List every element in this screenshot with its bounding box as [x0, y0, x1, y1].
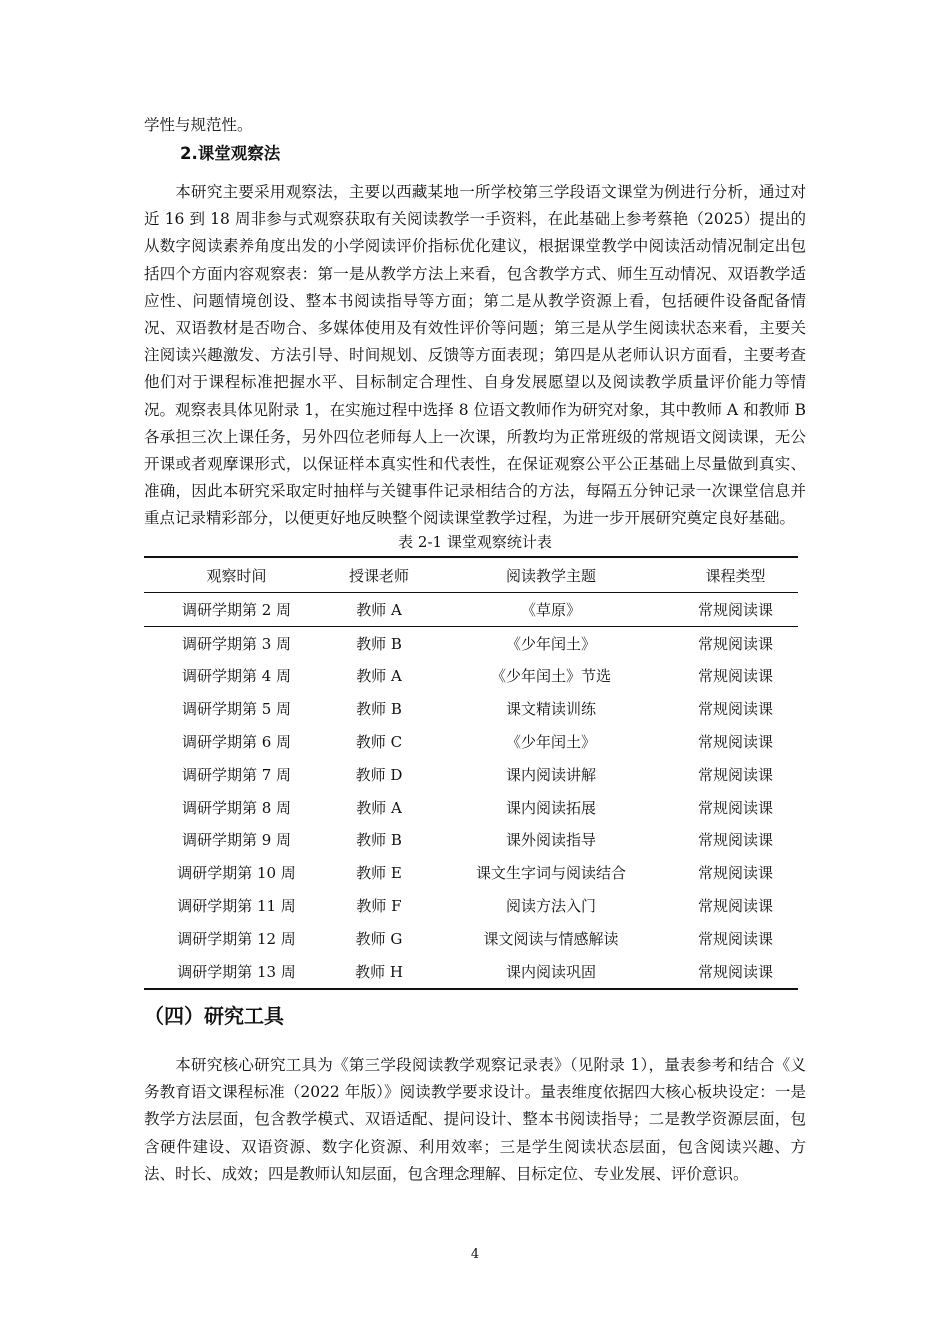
table-cell: 调研学期第 11 周 — [177, 897, 296, 916]
table-cell: 调研学期第 5 周 — [181, 700, 292, 719]
paragraph-text: 本研究主要采用观察法，主要以西藏某地一所学校第三学段语文课堂为例进行分析，通过对近 16 到 18 周非参与式观察获取有关阅读教学一手资料，在此基础上参考蔡艳（2025）提出的从数字阅读素养角度出发的小学阅读评价指标优化建议，根据课堂教学中阅读活动情况制定出包括四个方面内容观察表：第一是从教学方法上来看，包含教学方式、师生互动情况、双语教学适应性、问题情境创设、整本书阅读指导等方面；第二是从教学资源上看，包括硬件设备配备情况、双语教材是否吻合、多媒体使用及有效性评价等问题；第三是从学生阅读状态来看，主要关注阅读兴趣激发、方法引导、时间规划、反馈等方面表现；第四是从老师认识方面看，主要考查他们对于课程标准把握水平、目标制定合理性、自身发展愿望以及阅读教学质量评价能力等情况。观察表具体见附录 1，在实施过程中选择 8 位语文教师作为研究对象，其中教师 A 和教师 B 各承担三次上课任务，另外四位老师每人上一次课，所教均为正常班级的常规语文阅读课，无公开课或者观摩课形式，以保证样本真实性和代表性，在保证观察公平公正基础上尽量做到真实、准确，因此本研究采取定时抽样与关键事件记录相结合的方法，每隔五分钟记录一次课堂信息并重点记录精彩部分，以便更好地反映整个阅读课堂教学过程，为进一步开展研究奠定良好基础。 — [144, 183, 806, 528]
table-cell: 常规阅读课 — [697, 667, 773, 686]
table-cell: 常规阅读课 — [697, 929, 773, 948]
table-cell: 调研学期第 12 周 — [177, 929, 296, 948]
table-cell: 《草原》 — [520, 600, 581, 619]
table-row — [144, 791, 798, 824]
table-cell: 教师 A — [356, 798, 402, 817]
table-cell: 教师 C — [355, 733, 403, 752]
table-cell: 《少年闰土》 — [505, 634, 596, 653]
table-cell: 调研学期第 2 周 — [181, 600, 292, 619]
table-cell: 教师 G — [355, 929, 403, 948]
table-cell: 常规阅读课 — [697, 962, 773, 981]
header-cell: 课程类型 — [705, 566, 766, 585]
table-cell: 常规阅读课 — [697, 600, 773, 619]
table-cell: 教师 H — [355, 962, 403, 981]
paragraph-text: 本研究核心研究工具为《第三学段阅读教学观察记录表》（见附录 1），量表参考和结合《义务教育语文课程标准（2022 年版）》阅读教学要求设计。量表维度依据四大核心板块设定：一是教学方法层面，包含教学模式、双语适配、提问设计、整本书阅读指导；二是教学资源层面，包含硬件建设、双语资源、数字化资源、利用效率；三是学生阅读状态层面，包含阅读兴趣、方法、时长、成效；四是教师认知层面，包含理念理解、目标定位、专业发展、评价意识。 — [144, 1056, 806, 1183]
table-cell: 调研学期第 4 周 — [181, 667, 292, 686]
table-cell: 《少年闰土》 — [505, 733, 596, 752]
table-row — [144, 955, 798, 989]
table-cell: 调研学期第 13 周 — [177, 962, 296, 981]
table-cell: 常规阅读课 — [697, 864, 773, 883]
table-cell: 常规阅读课 — [697, 700, 773, 719]
table-cell: 常规阅读课 — [697, 831, 773, 850]
table-cell: 教师 D — [355, 765, 403, 784]
header-cell: 阅读教学主题 — [505, 566, 596, 585]
header-cell: 观察时间 — [206, 566, 267, 585]
table-row — [144, 660, 798, 693]
table-cell: 教师 E — [356, 864, 402, 883]
table-cell: 调研学期第 8 周 — [181, 798, 292, 817]
table-cell: 阅读方法入门 — [505, 897, 596, 916]
table-cell: 常规阅读课 — [697, 733, 773, 752]
table-cell: 调研学期第 3 周 — [181, 634, 292, 653]
table-cell: 调研学期第 6 周 — [181, 733, 292, 752]
table-cell: 常规阅读课 — [697, 634, 773, 653]
subsection-heading: （四）研究工具 — [144, 1004, 284, 1028]
table-row — [144, 725, 798, 758]
continued-text: 学性与规范性。 — [144, 116, 253, 134]
table-cell: 调研学期第 9 周 — [181, 831, 292, 850]
table-row — [144, 626, 798, 659]
observation-table — [144, 556, 798, 990]
table-cell: 教师 B — [356, 634, 402, 653]
table-cell: 课内阅读拓展 — [505, 798, 596, 817]
table-cell: 常规阅读课 — [697, 798, 773, 817]
table-row — [144, 692, 798, 725]
table-cell: 课外阅读指导 — [505, 831, 596, 850]
table-cell: 教师 B — [356, 831, 402, 850]
table-row — [144, 824, 798, 857]
table-cell: 常规阅读课 — [697, 765, 773, 784]
body-paragraph-tools — [144, 1052, 806, 1188]
table-row — [144, 758, 798, 791]
page-number: 4 — [470, 1247, 480, 1262]
section-heading: 2.课堂观察法 — [180, 144, 281, 163]
table-cell: 调研学期第 7 周 — [181, 765, 292, 784]
table-caption: 表 2-1 课堂观察统计表 — [398, 533, 552, 551]
table-cell: 课内阅读巩固 — [505, 962, 596, 981]
body-paragraph-observation — [144, 179, 806, 533]
table-body — [144, 593, 798, 989]
table-cell: 课文阅读与情感解读 — [483, 929, 619, 948]
table-row — [144, 856, 798, 889]
table-row — [144, 922, 798, 955]
table-cell: 常规阅读课 — [697, 897, 773, 916]
table-row — [144, 889, 798, 922]
table-cell: 教师 B — [356, 700, 402, 719]
table-cell: 《少年闰土》节选 — [490, 667, 611, 686]
table-cell: 教师 A — [356, 600, 402, 619]
table-cell: 教师 F — [356, 897, 402, 916]
table-header-row — [144, 557, 798, 593]
table-row — [144, 593, 798, 627]
table-cell: 课文精读训练 — [505, 700, 596, 719]
table-cell: 调研学期第 10 周 — [177, 864, 296, 883]
table-cell: 课内阅读讲解 — [505, 765, 596, 784]
table-cell: 课文生字词与阅读结合 — [475, 864, 626, 883]
table-cell: 教师 A — [356, 667, 402, 686]
header-cell: 授课老师 — [348, 566, 409, 585]
